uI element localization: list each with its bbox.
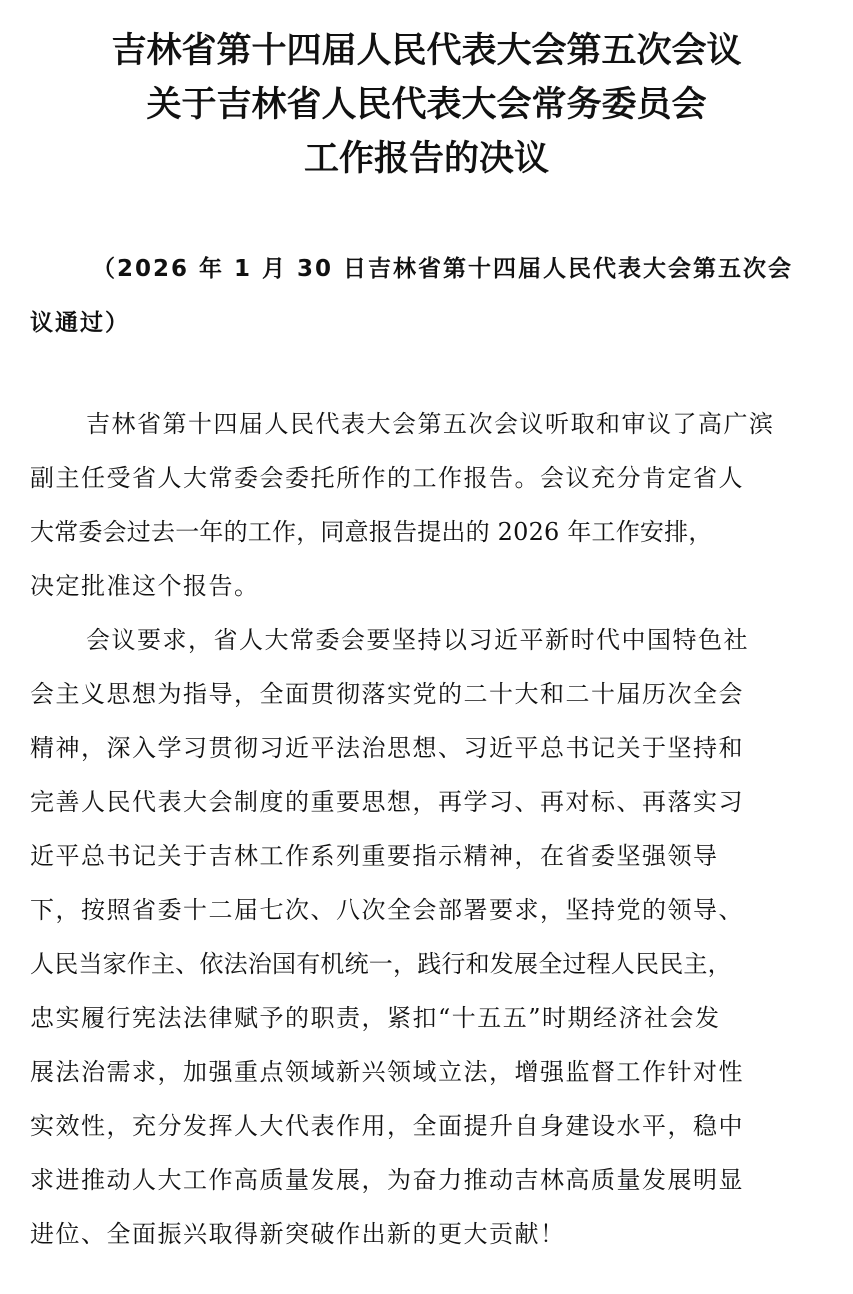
title-line-1: 吉林省第十四届人民代表大会第五次会议 — [111, 31, 742, 71]
paragraph-2-line-9: 展法治需求，加强重点领域新兴领域立法，增强监督工作针对性 — [30, 1058, 744, 1086]
paragraph-2-line-11: 求进推动人大工作高质量发展，为奋力推动吉林高质量发展明显 — [30, 1166, 744, 1194]
paragraph-2-line-12: 进位、全面振兴取得新突破作出新的更大贡献！ — [30, 1220, 566, 1248]
title-line-2: 关于吉林省人民代表大会常务委员会 — [146, 85, 707, 125]
paragraph-2-line-10: 实效性，充分发挥人大代表作用，全面提升自身建设水平，稳中 — [30, 1112, 744, 1140]
paragraph-1 — [30, 397, 826, 613]
paragraph-2-line-6: 下，按照省委十二届七次、八次全会部署要求，坚持党的领导、 — [30, 896, 744, 924]
paragraph-1-line-4: 决定批准这个报告。 — [30, 572, 260, 600]
paragraph-2-line-2: 会主义思想为指导，全面贯彻落实党的二十大和二十届历次全会 — [30, 680, 744, 708]
paragraph-2-line-5: 近平总书记关于吉林工作系列重要指示精神，在省委坚强领导 — [30, 842, 719, 870]
adoption-note-line-2: 议通过） — [30, 310, 130, 336]
title-line-3: 工作报告的决议 — [303, 139, 549, 179]
paragraph-2-line-8: 忠实履行宪法法律赋予的职责，紧扣“十五五”时期经济社会发 — [30, 1004, 721, 1032]
paragraph-1-line-3: 大常委会过去一年的工作，同意报告提出的 2026 年工作安排， — [30, 518, 713, 546]
resolution-body — [30, 397, 826, 1261]
document-title — [0, 24, 853, 186]
paragraph-2-line-4: 完善人民代表大会制度的重要思想，再学习、再对标、再落实习 — [30, 788, 744, 816]
adoption-note — [30, 242, 826, 350]
adoption-note-line-1: （2026 年 1 月 30 日吉林省第十四届人民代表大会第五次会 — [92, 256, 794, 282]
paragraph-2 — [30, 613, 826, 1261]
paragraph-2-line-7: 人民当家作主、依法治国有机统一，践行和发展全过程人民民主， — [30, 950, 732, 978]
paragraph-1-line-2: 副主任受省人大常委会委托所作的工作报告。会议充分肯定省人 — [30, 464, 744, 492]
paragraph-2-line-3: 精神，深入学习贯彻习近平法治思想、习近平总书记关于坚持和 — [30, 734, 744, 762]
paragraph-1-line-1: 吉林省第十四届人民代表大会第五次会议听取和审议了高广滨 — [86, 410, 775, 438]
paragraph-2-line-1: 会议要求，省人大常委会要坚持以习近平新时代中国特色社 — [86, 626, 749, 654]
